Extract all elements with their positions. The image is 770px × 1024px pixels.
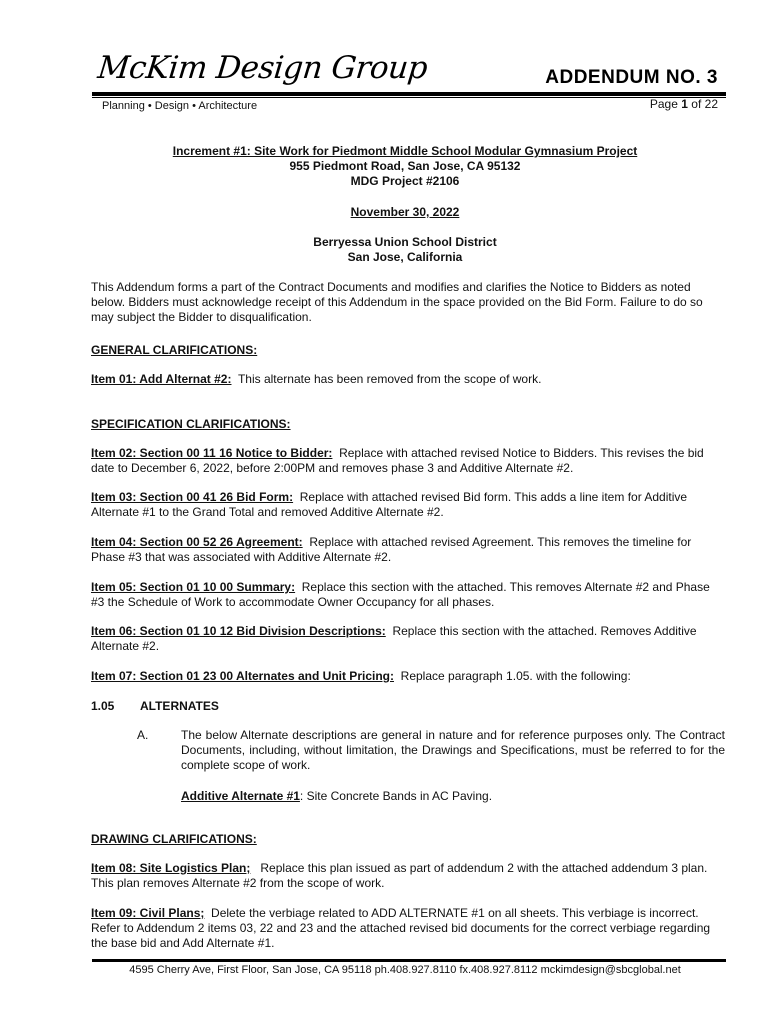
project-info: [0, 144, 770, 189]
item-06-text: Replace this section with the attached. Removes Additive Alternate #2.: [91, 624, 697, 653]
item-01-text: This alternate has been removed from the scope of work.: [237, 372, 542, 386]
item-06: [91, 624, 725, 654]
item-06-label: Item 06: Section 01 10 12 Bid Division Descriptions:: [91, 624, 386, 638]
page-label: Page: [649, 97, 678, 111]
page-number: [650, 97, 718, 111]
item-04-label: Item 04: Section 00 52 26 Agreement:: [91, 535, 303, 549]
header-rule-thin: [92, 97, 726, 98]
item-05-text: Replace this section with the attached. This removes Alternate #2 and Phase #3 the Schedule of Work to accommodate Owner Occupancy for all phases.: [91, 580, 710, 609]
item-05-label: Item 05: Section 01 10 00 Summary:: [91, 580, 296, 594]
item-04: [91, 535, 725, 565]
item-08: [91, 861, 725, 891]
spec-heading: SPECIFICATION CLARIFICATIONS:: [91, 417, 291, 431]
intro-paragraph: This Addendum forms a part of the Contract Documents and modifies and clarifies the Notice to Bidders as noted below. Bidders must acknowledge receipt of this Addendum in the space provided on the Bid Form. Failure to do so may subject the Bidder to disqualification.: [91, 280, 703, 324]
item-02: [91, 446, 725, 476]
item-09: [91, 906, 725, 951]
item-01-label: Item 01: Add Alternat #2:: [91, 372, 232, 386]
header-rule: [92, 92, 726, 96]
item-02-text: Replace with attached revised Notice to Bidders. This revises the bid date to December 6, 2022, before 2:00PM and removes phase 3 and Additive Alternate #2.: [91, 446, 704, 475]
item-04-text: Replace with attached revised Agreement. This removes the timeline for Phase #3 that was associated with Additive Alternate #2.: [91, 535, 692, 564]
date-block: [0, 205, 770, 220]
section-title: ALTERNATES: [140, 699, 219, 713]
addendum-date: November 30, 2022: [350, 205, 460, 219]
footer-contact: 4595 Cherry Ave, First Floor, San Jose, CA 95118 ph.408.927.8110 fx.408.927.8112 mckimdesign@sbcglobal.net: [129, 964, 681, 976]
item-03-label: Item 03: Section 00 41 26 Bid Form:: [91, 490, 294, 504]
district-city: San Jose, California: [347, 250, 463, 264]
item-09-text: Delete the verbiage related to ADD ALTERNATE #1 on all sheets. This verbiage is incorrect. Refer to Addendum 2 items 03, 22 and 23 and the attached revised bid documents for the correct verbiage regarding the base bid and Add Alternate #1.: [91, 906, 711, 950]
item-08-label: Item 08: Site Logistics Plan;: [91, 861, 251, 875]
page-current: 1: [681, 97, 688, 111]
item-05: [91, 580, 725, 610]
page-of: of: [691, 97, 702, 111]
addendum-title: ADDENDUM NO. 3: [545, 67, 718, 88]
additive-alternate-label: Additive Alternate #1: [181, 789, 300, 803]
drawing-heading: DRAWING CLARIFICATIONS:: [91, 832, 257, 846]
section-number: 1.05: [91, 699, 115, 713]
district-name: Berryessa Union School District: [313, 235, 497, 249]
item-09-label: Item 09: Civil Plans;: [91, 906, 205, 920]
item-07-text: Replace paragraph 1.05. with the following:: [400, 669, 631, 683]
item-07: [91, 669, 725, 684]
sub-paragraph: The below Alternate descriptions are general in nature and for reference purposes only. The Contract Documents, including, without limitation, the Drawings and Specifications, must be referred to for the complete scope of work.: [181, 728, 725, 772]
item-01: [91, 372, 725, 387]
company-tagline: Planning • Design • Architecture: [102, 100, 258, 112]
additive-alternate: [181, 789, 725, 804]
additive-alternate-text: : Site Concrete Bands in AC Paving.: [299, 789, 493, 803]
sub-letter: A.: [137, 728, 149, 742]
page-total: 22: [704, 97, 718, 111]
project-address: 955 Piedmont Road, San Jose, CA 95132: [289, 159, 521, 173]
item-08-text: Replace this plan issued as part of addendum 2 with the attached addendum 3 plan. This plan removes Alternate #2 from the scope of work.: [91, 861, 708, 890]
item-07-label: Item 07: Section 01 23 00 Alternates and Unit Pricing:: [91, 669, 394, 683]
general-heading: GENERAL CLARIFICATIONS:: [91, 343, 258, 357]
item-02-label: Item 02: Section 00 11 16 Notice to Bidder:: [91, 446, 333, 460]
company-logo: McKim Design Group: [96, 50, 429, 86]
footer-rule: [92, 959, 726, 962]
item-03-text: Replace with attached revised Bid form. This adds a line item for Additive Alternate #1 to the Grand Total and removed Additive Alternate #2.: [91, 490, 688, 519]
district-block: [0, 235, 770, 265]
item-03: [91, 490, 725, 520]
project-title: Increment #1: Site Work for Piedmont Middle School Modular Gymnasium Project: [172, 144, 638, 158]
project-number: MDG Project #2106: [350, 174, 460, 188]
